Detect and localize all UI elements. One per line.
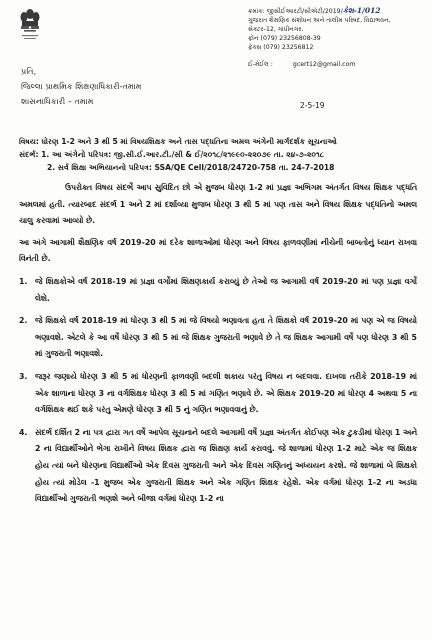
letter-body xyxy=(19,180,417,508)
org-address: સેક્ટર-12, ગાંધીનગર. xyxy=(248,26,304,33)
list-item-text: જે શિક્ષકો વર્ષ 2018-19 માં ધોરણ 3 થી 5 માં જે વિષયો ભણાવતા હતા તે શિક્ષકો વર્ષ 2019-20 માં પણ એ જ વિષયો ભણાવશે. એટલે કે આ વર્ષે ધોરણ 3 થી 5 માં જે શિક્ષક ગુજરાતી ભણાવે છે તે જ શિક્ષક આગામી વર્ષે પણ ધોરણ 3 થી 5 માં ગુજરાતી ભણાવશે. xyxy=(35,316,417,359)
email-label: ઈ-મેઈલ : xyxy=(248,61,273,68)
reference-number xyxy=(248,6,428,16)
fax: ફેક્સ (079) 23256812 xyxy=(248,44,314,51)
salutation: પ્રતિ, xyxy=(21,66,37,76)
list-item xyxy=(19,274,417,307)
list-item xyxy=(19,313,417,363)
list-item-number: 3. xyxy=(19,371,28,381)
list-item-number: 1. xyxy=(19,276,28,286)
body-paragraph-2: આ અંગે આગામી શૈક્ષણિક વર્ષ 2019-20 માં દરેક શાળાઓમાં ધોરણ અને વિષય ફાળવણીમાં નીચેની બાબતોનું ધ્યાન રાખવા વિનંતી છે. xyxy=(19,237,417,264)
reference-2: 2. સર્વ શિક્ષા અભિયાનનો પરિપત્ર: SSA/QE Cell/2018/24720-758 તા. 24-7-2018 xyxy=(47,163,335,172)
list-item xyxy=(19,425,417,508)
list-item-text: જે શિક્ષકોએ વર્ષ 2018-19 માં પ્રજ્ઞા વર્ગોમાં શિક્ષણકાર્ય કરાવ્યું છે તેઓ જ આગામી વર્ષ 2019-20 માં પણ પ્રજ્ઞા વર્ગો લેશે. xyxy=(35,276,417,303)
list-item-text: સંદર્ભ દર્શિત 2 ના પત્ર દ્વારા ગત વર્ષે આપેલ સૂચનાને બદલે આગામી વર્ષે પ્રજ્ઞા અંતર્ગત કોઈપણ એક ટુકડીમાં ધોરણ 1 અને 2 ના વિદ્યાર્થીઓને ભેગા રાખીને વિષય શિક્ષક દ્વારા જ શિક્ષણ કાર્ય કરાવવું. જે શાળામાં ધોરણ 1-2 માટે એક જ શિક્ષક હોય ત્યાં બને ધોરણના વિદ્યાર્થીઓ એક દિવસ ગુજરાતી અને એક દિવસ ગણિતનું અધ્યયન કરશે. જે શાળામાં બે શિક્ષકો હોય ત્યાં મોડેલ -1 મુજબ એક ગુજરાતી શિક્ષક અને એક ગણિત શિક્ષક રહેશે. એક વર્ગમાં ધોરણ 1-2 ના અડધા વિદ્યાર્થીઓ ગુજરાતી ભણશે અને બીજા વર્ગમાં ધોરણ 1-2 ના xyxy=(35,427,418,504)
state-emblem-icon xyxy=(18,6,42,46)
org-name: ગુજરાત શૈક્ષણિક સંશોધન અને તાલીમ પરિષદ, વિદ્યાભવન, xyxy=(248,17,391,24)
recipient-block xyxy=(21,64,142,109)
list-item-number: 2. xyxy=(19,316,28,326)
phone: ફોન (079) 23256808-39 xyxy=(248,35,321,42)
letter-date: 2-5-19 xyxy=(300,101,325,110)
reference-prefix: ક્રમાંક: જીસીઈઆરટી/સીએટી/2019/ xyxy=(248,8,343,15)
body-paragraph-1: ઉપરોક્ત વિષય સંદર્ભે આપ સુવિદિત છો એ મુજબ ધોરણ 1-2 માં પ્રજ્ઞા અભિગમ અંતર્ગત વિષય શિક્ષક પદ્ધતિ અમલમાં હતી. ત્યારબાદ સંદર્ભ 1 અને 2 માં દર્શાવ્યા મુજબ ધોરણ 3 થી 5 માં પણ તાસ અને વિષય શિક્ષક પદ્ધતિનો અમલ ચાલુ કરવામાં આવ્યો છે. xyxy=(19,183,417,226)
email-address: gcert12@gmail.com xyxy=(292,61,356,68)
list-item-number: 4. xyxy=(19,427,28,437)
list-item xyxy=(19,369,417,419)
recipient-1: જિલ્લા પ્રાથમિક શિક્ષણાધિકારી-તમામ xyxy=(21,81,142,91)
list-item-text: જરૂર જણાયે ધોરણ 3 થી 5 માં ધોરણની ફાળવણી બદલી શકાય પરંતુ વિષય ન બદલવા. દાખલા તરીકે 2018-19 માં એક શાળાના ધોરણ 3 ના વર્ગશિક્ષક ધોરણ 3 થી 5 માં ગણિત ભણાવે છે. એ શિક્ષક 2019-20 માં ધોરણ 4 અથવા 5 ના વર્ગશિક્ષક થઈ શકે પરંતુ એમણે ધોરણ 3 થી 5 નું ગણિત ભણાવવાનું છે. xyxy=(35,371,417,415)
subject-block xyxy=(19,135,427,174)
recipient-2: શાસનાધિકારી – તમામ xyxy=(21,96,94,106)
subject-line: વિષય: ધોરણ 1-2 અને 3 થી 5 માં વિષયશિક્ષક અને તાસ પદ્ધતિના અમલ અંગેની માર્ગદર્શક સૂચનાઓ xyxy=(19,137,337,146)
reference-1: સંદર્ભ: 1. આ અંગેનો પરિપત્ર: જી.સી.ઈ.આર.ટી./સી & ઈ/૨૦૧૮/૨૧૯૯૦-૨૨૦૭૯ તા. ૨૪-૭-૨૦૧૮ xyxy=(19,150,324,159)
reference-handwritten: કેશ-1/012 xyxy=(342,6,381,15)
office-header xyxy=(248,6,428,69)
email-line xyxy=(248,60,428,69)
